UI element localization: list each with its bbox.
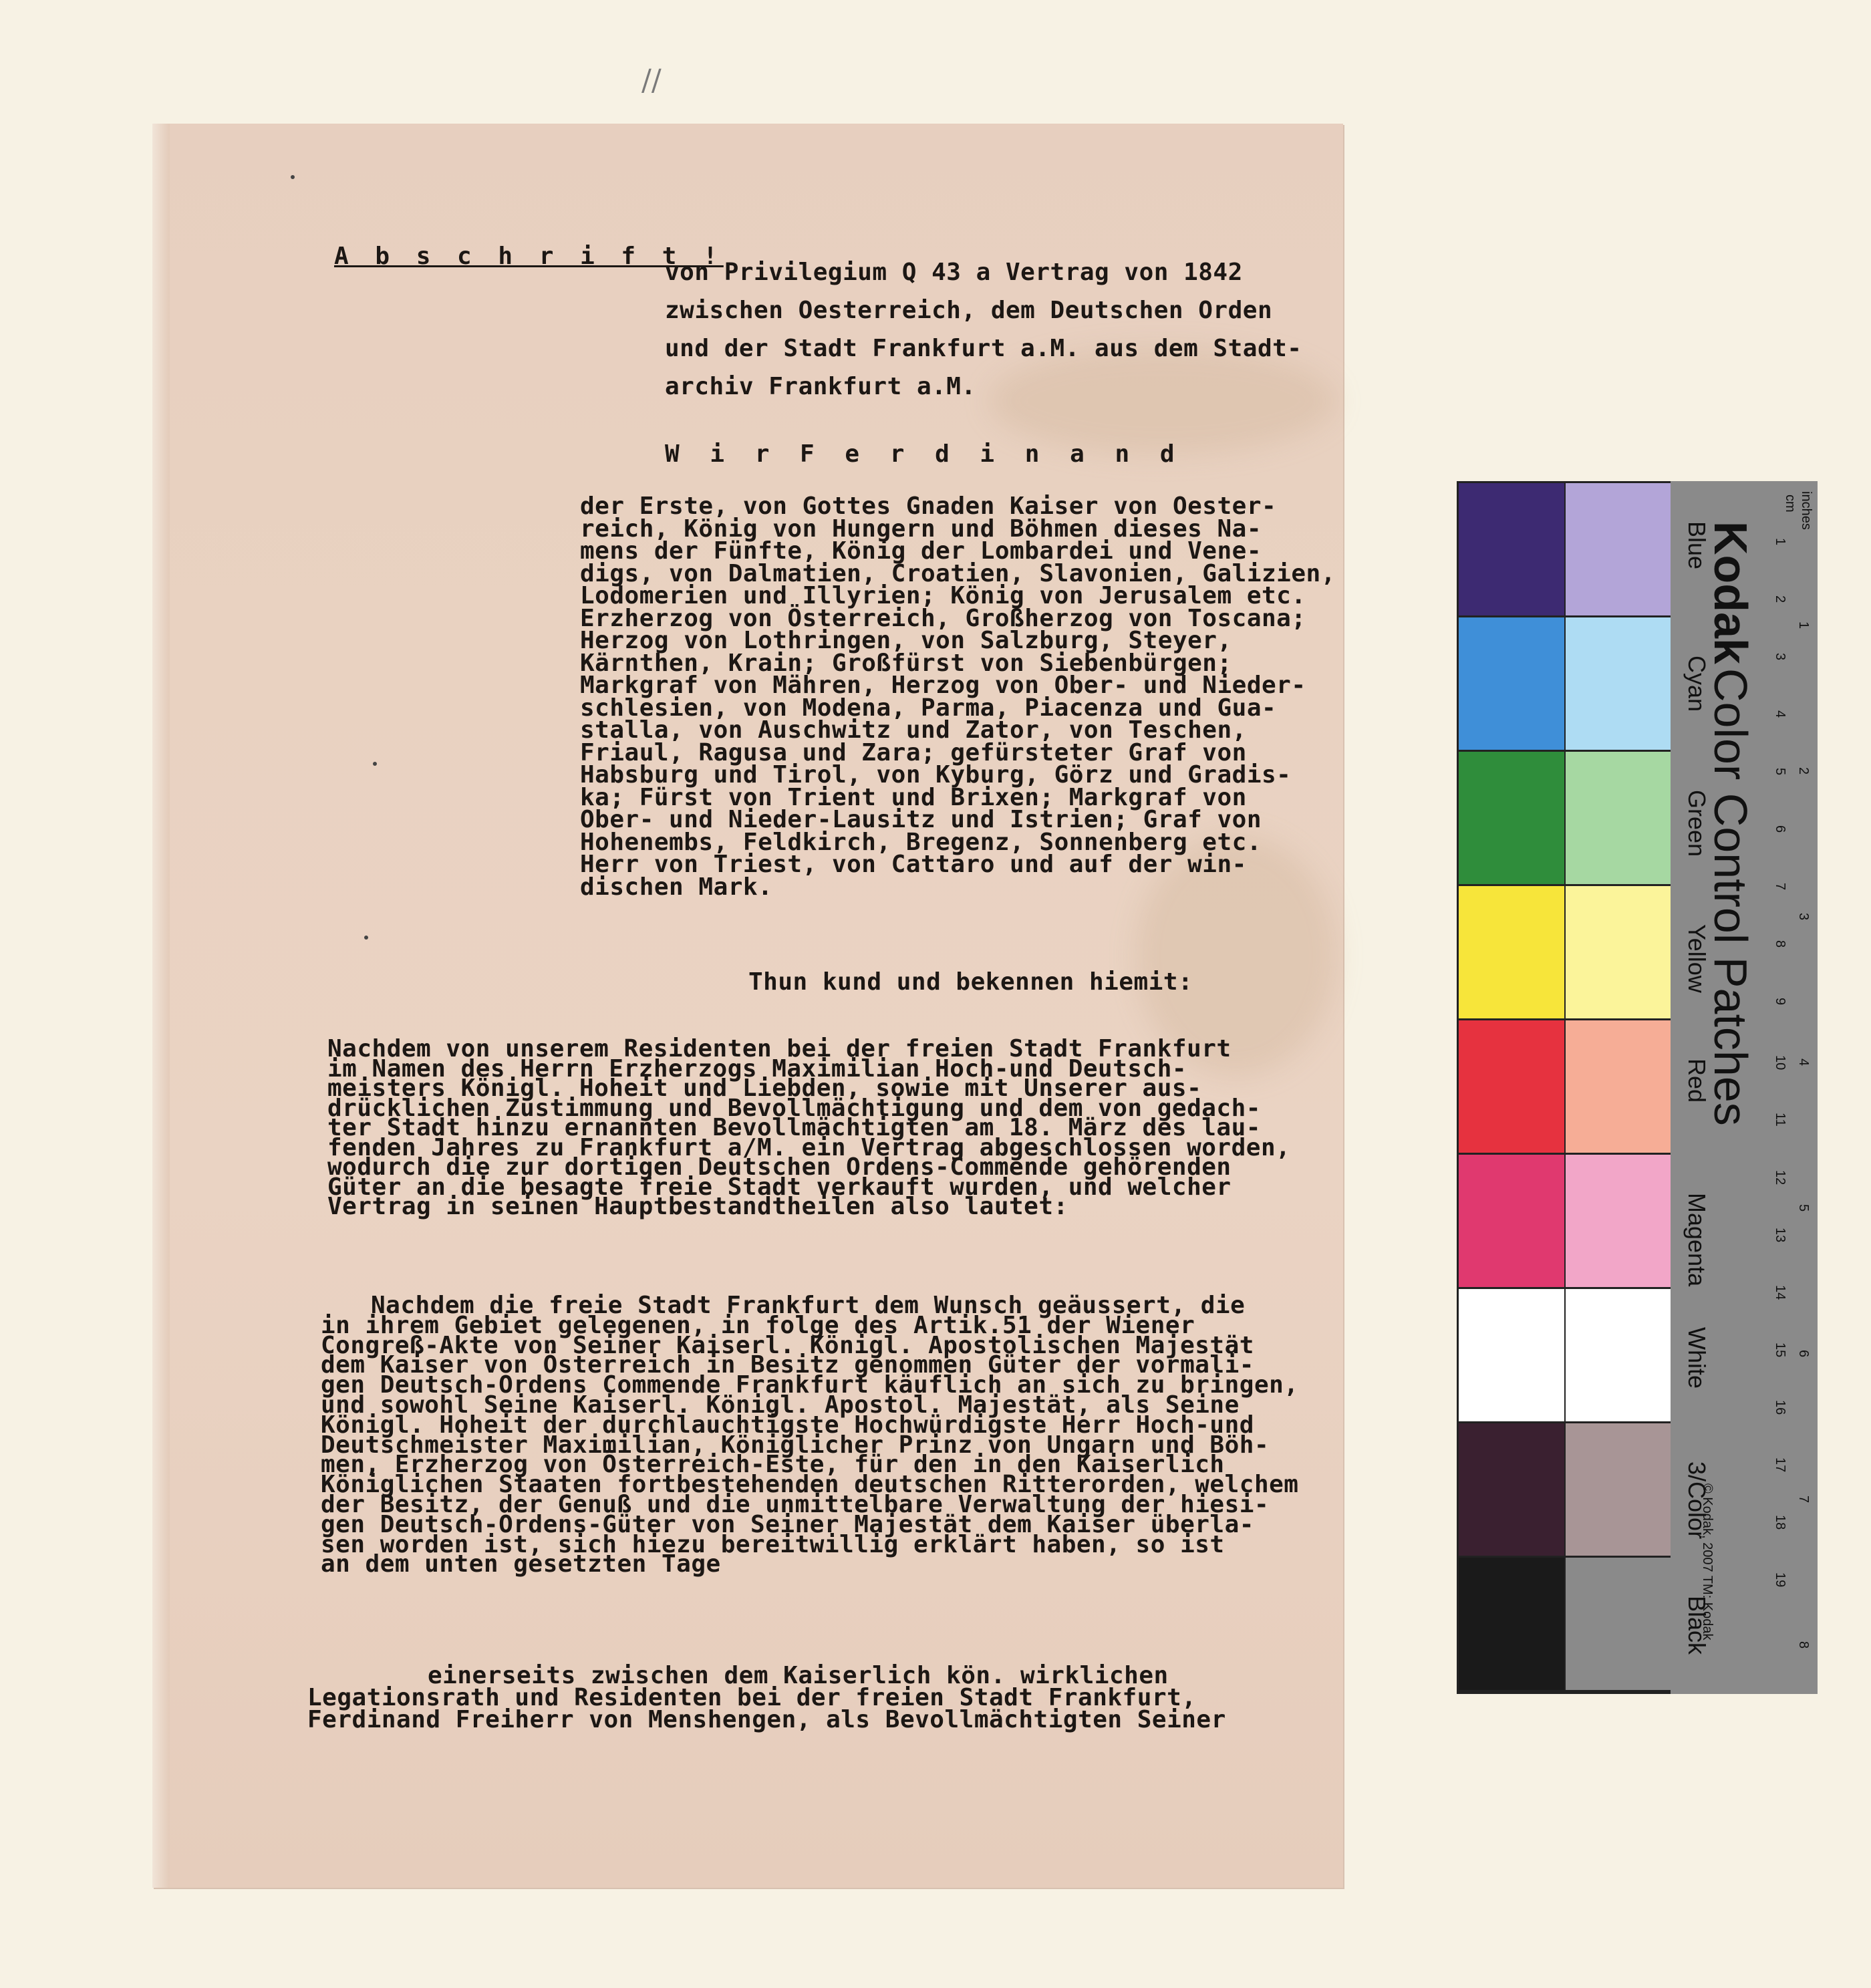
paragraph-line: dem Kaiser von Österreich in Besitz genommen Güter der vormali- xyxy=(321,1351,1254,1379)
paragraph-line: an dem unten gesetzten Tage xyxy=(321,1550,721,1578)
titles-line: Lodomerien und Illyrien; König von Jerusalem etc. xyxy=(580,582,1306,609)
cm-tick-label: 1 xyxy=(1773,538,1787,546)
cm-tick-label: 19 xyxy=(1773,1572,1787,1588)
cm-tick-label: 7 xyxy=(1773,883,1787,891)
paper-stain xyxy=(989,347,1336,454)
titles-line: mens der Fünfte, König der Lombardei und Vene- xyxy=(580,537,1262,565)
heading-label: A b s c h r i f t ! xyxy=(334,243,724,270)
color-patch xyxy=(1459,1155,1564,1287)
inch-tick-label: 5 xyxy=(1796,1204,1811,1212)
paragraph-line: gen Deutsch-Ordens Commende Frankfurt käuflich an sich zu bringen, xyxy=(321,1371,1299,1399)
color-patch xyxy=(1566,886,1671,1018)
cm-tick-label: 14 xyxy=(1773,1285,1787,1300)
cm-tick-label: 9 xyxy=(1773,998,1787,1006)
color-patch xyxy=(1566,1020,1671,1153)
paragraph-line: im Namen des Herrn Erzherzogs Maximilian Hoch-und Deutsch- xyxy=(327,1054,1187,1083)
patch-name-label: Black xyxy=(1683,1596,1711,1655)
kodak-subtitle: Color Control Patches xyxy=(1705,668,1757,1126)
titles-line: dischen Mark. xyxy=(580,873,773,901)
paragraph-line: Ferdinand Freiherr von Menshengen, als Bevollmächtigten Seiner xyxy=(307,1706,1226,1733)
cm-tick-label: 11 xyxy=(1773,1113,1787,1127)
cm-tick-label: 15 xyxy=(1773,1342,1787,1358)
paragraph-line: der Besitz, der Genuß und die unmittelbare Verwaltung der hiesi- xyxy=(321,1491,1270,1518)
titles-line: digs, von Dalmatien, Croatien, Slavonien, Galizien, xyxy=(580,559,1336,587)
paragraph-line: Vertrag in seinen Hauptbestandtheilen also lautet: xyxy=(327,1193,1068,1220)
color-patch xyxy=(1566,752,1671,884)
cm-tick-label: 8 xyxy=(1773,940,1787,948)
titles-line: Ober- und Nieder-Lausitz und Istrien; Graf von xyxy=(580,806,1262,833)
patch-name-label: Green xyxy=(1683,790,1711,857)
intro-line: zwischen Oesterreich, dem Deutschen Orden xyxy=(665,297,1273,324)
intro-line: archiv Frankfurt a.M. xyxy=(665,373,976,400)
pencil-mark: // xyxy=(641,63,662,98)
cm-tick-label: 18 xyxy=(1773,1515,1787,1530)
patch-name-label: Cyan xyxy=(1683,656,1711,712)
intro-line: von Privilegium Q 43 a Vertrag von 1842 xyxy=(665,259,1243,286)
titles-line: Friaul, Ragusa und Zara; gefürsteter Graf von xyxy=(580,738,1247,766)
paragraph-line: drücklichen Zustimmung und Bevollmächtigung und dem von gedach- xyxy=(327,1094,1261,1122)
titles-line: Habsburg und Tirol, von Kyburg, Görz und Gradis- xyxy=(580,761,1292,789)
paragraph-line: men, Erzherzog von Österreich-Este, für den in den Kaiserlich xyxy=(321,1451,1225,1479)
titles-line: Kärnthen, Krain; Großfürst von Siebenbürgen; xyxy=(580,649,1232,677)
cm-tick-label: 3 xyxy=(1773,653,1787,661)
titles-line: stalla, von Auschwitz und Zator, von Teschen, xyxy=(580,716,1247,744)
paragraph-line: sen worden ist, sich hiezu bereitwillig erklärt haben, so ist xyxy=(321,1530,1225,1558)
inch-tick-label: 4 xyxy=(1796,1058,1811,1067)
inch-tick-label: 8 xyxy=(1796,1641,1811,1649)
cm-tick-label: 10 xyxy=(1773,1055,1787,1071)
paragraph-line: Deutschmeister Maximilian, Königlicher Prinz von Ungarn und Böh- xyxy=(321,1431,1270,1459)
color-control-target xyxy=(1457,481,1818,1694)
kodak-brand: Kodak xyxy=(1705,521,1757,664)
cm-tick-label: 6 xyxy=(1773,825,1787,833)
cm-tick-label: 4 xyxy=(1773,710,1787,718)
color-patch xyxy=(1459,886,1564,1018)
color-patch xyxy=(1566,1289,1671,1421)
titles-line: schlesien, von Modena, Parma, Piacenza und Gua- xyxy=(580,694,1277,722)
paragraph-line: fenden Jahres zu Frankfurt a/M. ein Vertrag abgeschlossen worden, xyxy=(327,1133,1291,1161)
page-edge xyxy=(152,124,170,1888)
titles-line: Herr von Triest, von Cattaro und auf der win- xyxy=(580,851,1247,878)
color-patch xyxy=(1459,1423,1564,1556)
unit-inches: inches xyxy=(1799,491,1814,530)
kodak-copyright: © Kodak, 2007 TM: Kodak xyxy=(1700,1483,1715,1641)
color-patch xyxy=(1459,483,1564,615)
color-patch xyxy=(1566,617,1671,750)
paragraph-line: Güter an die besagte freie Stadt verkauft wurden, und welcher xyxy=(327,1173,1232,1201)
patch-name-label: Yellow xyxy=(1683,924,1711,993)
cm-tick-label: 16 xyxy=(1773,1400,1787,1415)
titles-line: Markgraf von Mähren, Herzog von Ober- und Nieder- xyxy=(580,672,1306,699)
paragraph-line: Nachdem die freie Stadt Frankfurt dem Wunsch geäussert, die xyxy=(371,1292,1246,1319)
titles-line: ka; Fürst von Trient und Brixen; Markgraf von xyxy=(580,783,1247,811)
inch-tick-label: 2 xyxy=(1796,767,1811,775)
intro-line: und der Stadt Frankfurt a.M. aus dem Stadt- xyxy=(665,335,1302,362)
titles-line: Hohenembs, Feldkirch, Bregenz, Sonnenberg etc. xyxy=(580,828,1262,856)
inch-tick-label: 7 xyxy=(1796,1496,1811,1504)
document-title: W i r F e r d i n a n d xyxy=(665,440,1183,468)
paragraph-line: Nachdem von unserem Residenten bei der freien Stadt Frankfurt xyxy=(327,1035,1232,1062)
color-patch xyxy=(1566,1558,1671,1690)
color-patch xyxy=(1459,1558,1564,1690)
paragraph-line: in ihrem Gebiet gelegenen, in folge des Artik.51 der Wiener xyxy=(321,1311,1195,1339)
paragraph-line: Königlichen Staaten fortbestehenden deutschen Ritterorden, welchem xyxy=(321,1471,1299,1499)
patch-name-label: Magenta xyxy=(1683,1193,1711,1287)
proclamation-line: Thun kund und bekennen hiemit: xyxy=(748,968,1193,996)
patch-name-label: 3/Color xyxy=(1683,1461,1711,1540)
punch-mark xyxy=(291,175,295,179)
inch-tick-label: 6 xyxy=(1796,1350,1811,1358)
paragraph-line: gen Deutsch-Ordens-Güter von Seiner Majestät dem Kaiser überla- xyxy=(321,1510,1254,1538)
cm-tick-label: 13 xyxy=(1773,1228,1787,1243)
paragraph-line: und sowohl Seine Kaiserl. Königl. Apostol. Majestät, als Seine xyxy=(321,1391,1240,1419)
patch-name-label: White xyxy=(1683,1327,1711,1389)
cm-tick-label: 5 xyxy=(1773,768,1787,776)
titles-line: Herzog von Lothringen, von Salzburg, Steyer, xyxy=(580,627,1232,654)
color-patch xyxy=(1566,483,1671,615)
paragraph-line: ter Stadt hinzu ernannten Bevollmächtigten am 18. März des lau- xyxy=(327,1114,1261,1141)
paragraph-line: einerseits zwischen dem Kaiserlich kön. wirklichen xyxy=(428,1662,1169,1689)
titles-line: der Erste, von Gottes Gnaden Kaiser von Oester- xyxy=(580,492,1277,520)
titles-line: reich, König von Hungern und Böhmen dieses Na- xyxy=(580,515,1262,543)
patch-name-label: Red xyxy=(1683,1058,1711,1103)
paragraph-line: Congreß-Akte von Seiner Kaiserl. Königl. Apostolischen Majestät xyxy=(321,1331,1254,1359)
punch-mark xyxy=(364,936,368,940)
cm-tick-label: 12 xyxy=(1773,1170,1787,1185)
inch-tick-label: 1 xyxy=(1796,621,1811,629)
paragraph-line: Legationsrath und Residenten bei der freien Stadt Frankfurt, xyxy=(307,1684,1197,1711)
paragraph-line: meisters Königl. Hoheit und Liebden, sowie mit Unserer aus- xyxy=(327,1075,1202,1102)
color-patch xyxy=(1566,1155,1671,1287)
color-patch xyxy=(1459,752,1564,884)
unit-cm: cm xyxy=(1783,494,1797,513)
patch-name-label: Blue xyxy=(1683,521,1711,570)
cm-tick-label: 2 xyxy=(1773,595,1787,603)
paragraph-line: wodurch die zur dortigen Deutschen Ordens-Commende gehörenden xyxy=(327,1153,1232,1181)
paragraph-line: Königl. Hoheit der durchlauchtigste Hochwürdigste Herr Hoch-und xyxy=(321,1411,1254,1439)
inch-tick-label: 3 xyxy=(1796,913,1811,921)
titles-line: Erzherzog von Österreich, Großherzog von Toscana; xyxy=(580,604,1306,632)
color-patch xyxy=(1459,1020,1564,1153)
color-patch xyxy=(1459,1289,1564,1421)
color-patch xyxy=(1459,617,1564,750)
cm-tick-label: 17 xyxy=(1773,1457,1787,1473)
color-patch xyxy=(1566,1423,1671,1556)
punch-mark xyxy=(373,762,377,766)
